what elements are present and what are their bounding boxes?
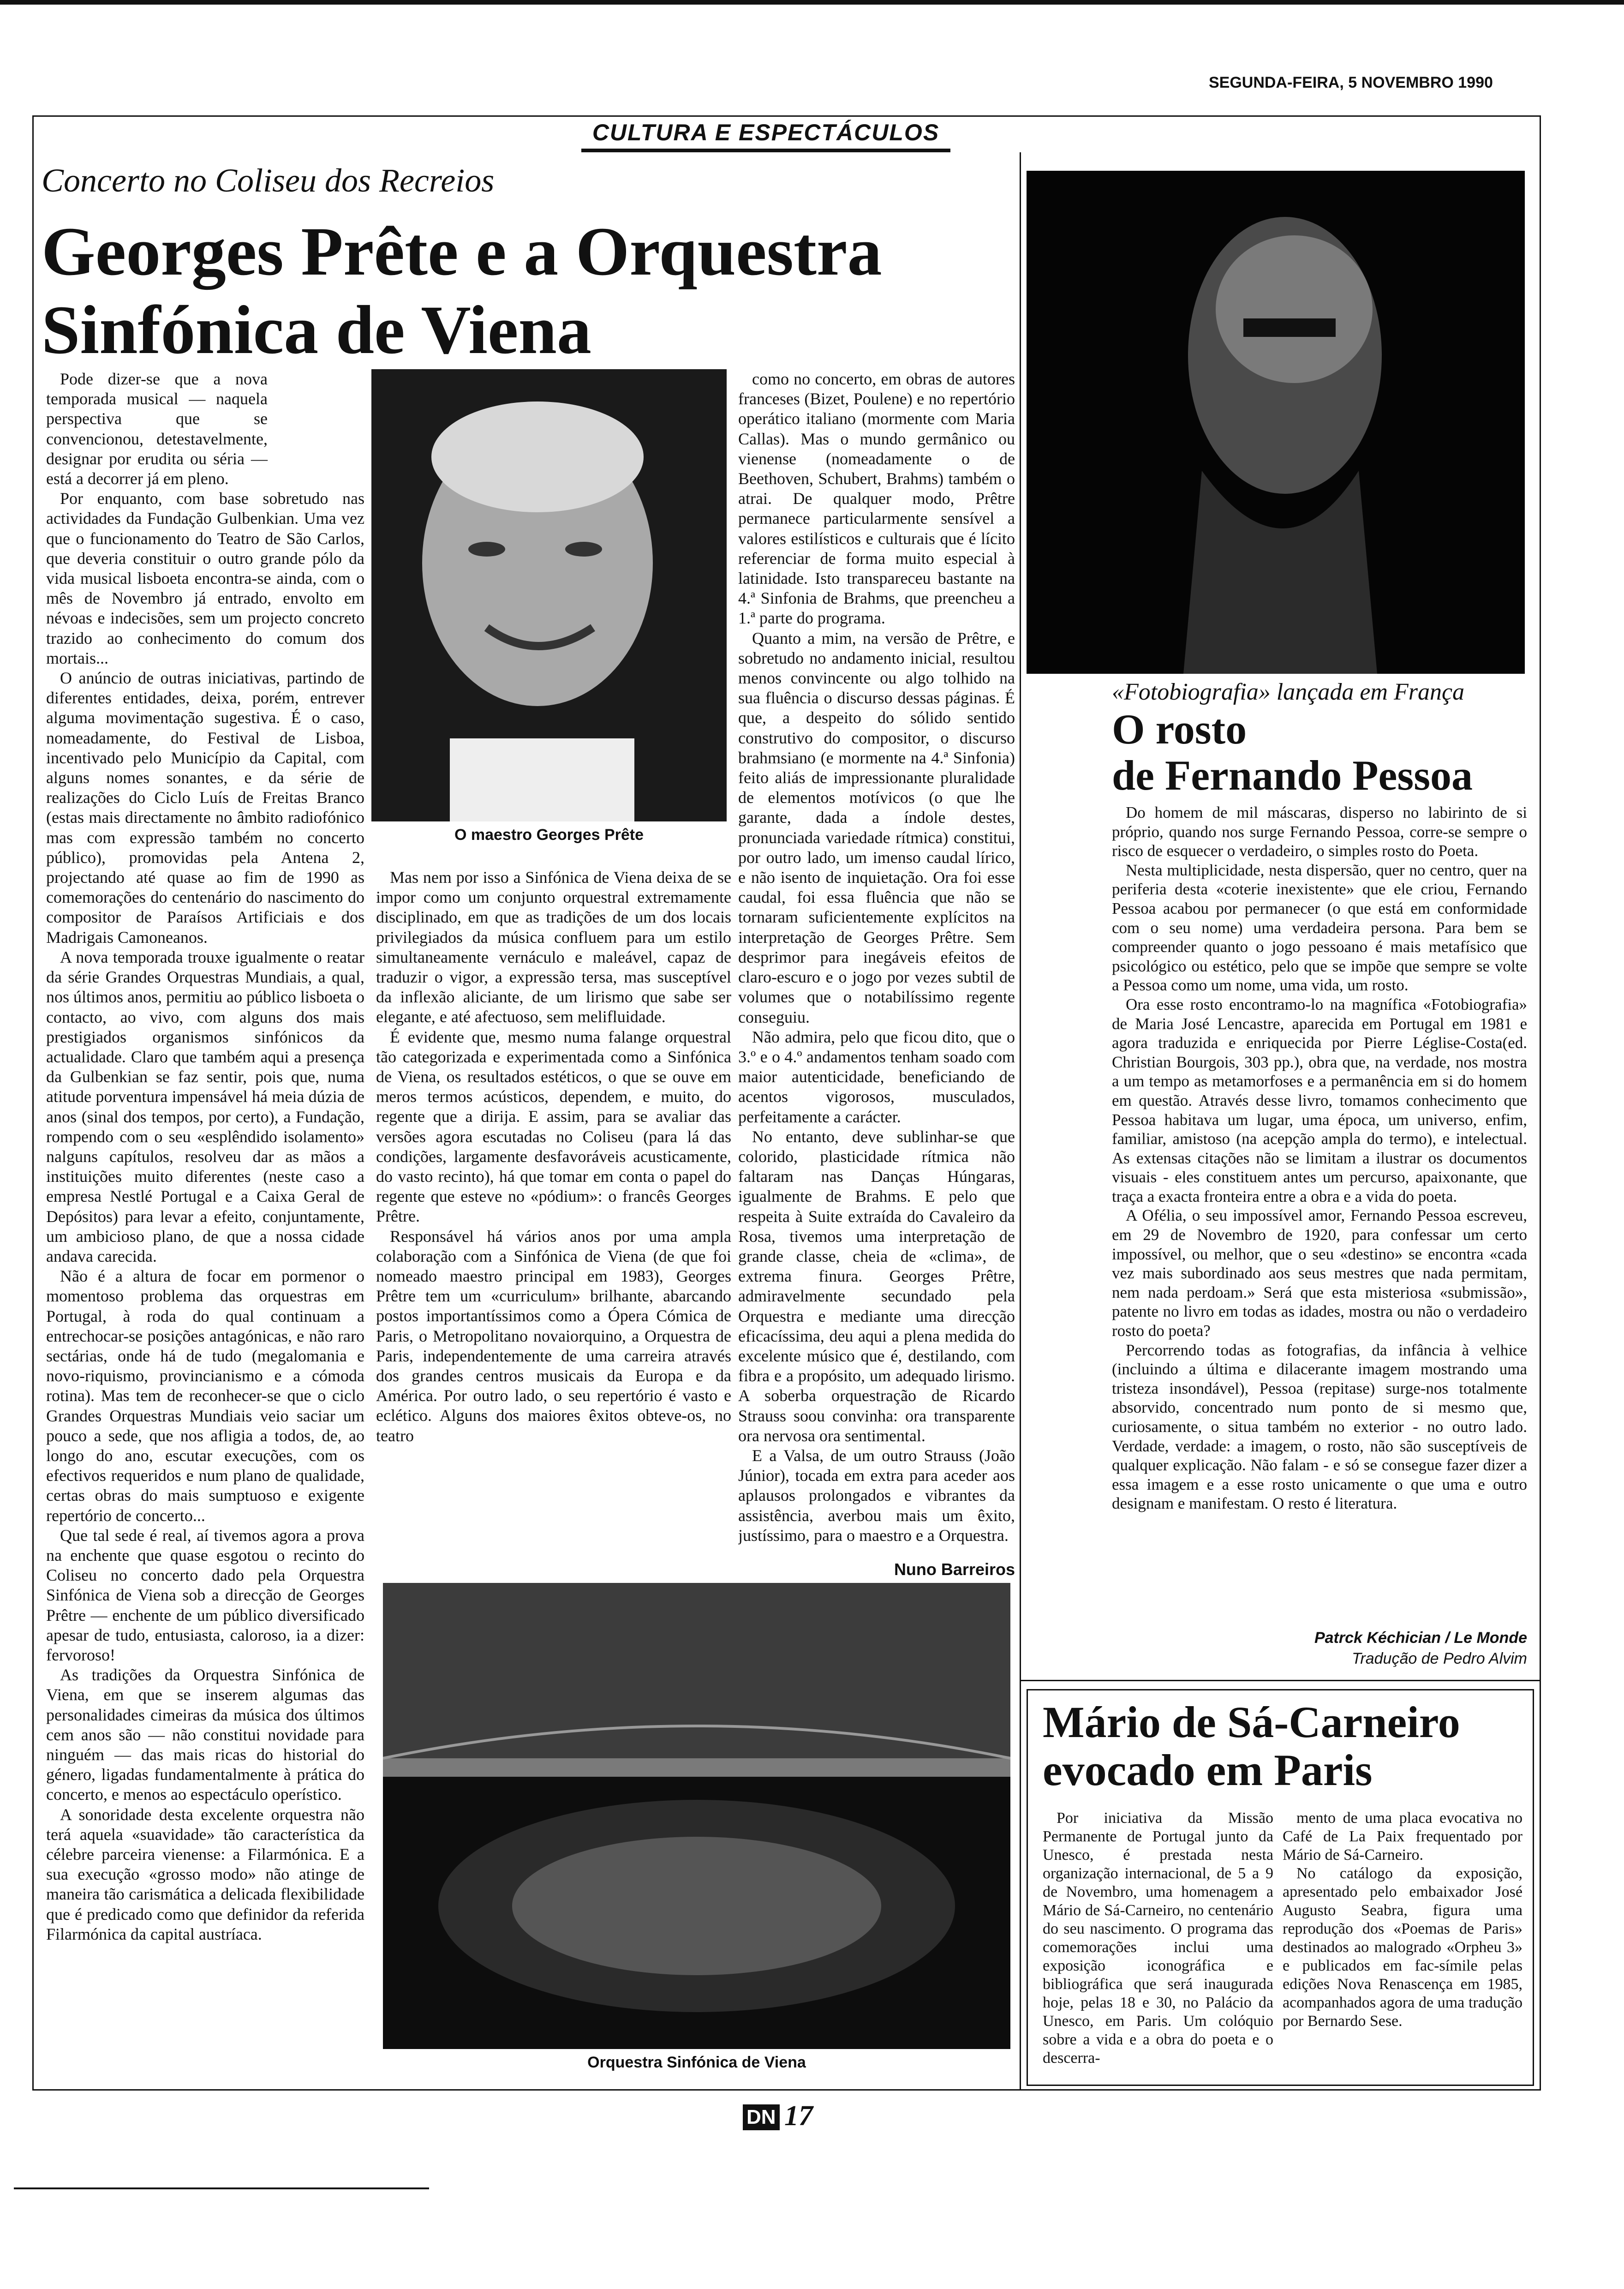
carneiro-col2-p1: mento de uma placa evocativa no Café de La Paix frequentado por Mário de Sá-Carneiro. <box>1283 1810 1522 1864</box>
main-headline-line2: Sinfónica de Viena <box>42 292 591 368</box>
main-col3-p5: E a Valsa, de um outro Strauss (João Júnior), tocada em extra para aceder aos aplausos prolongados e vibrantes da assistência, averbou mais um êxito, justíssimo, para o maestro e a Orquestra. <box>738 1446 1015 1545</box>
main-col1-p4: A nova temporada trouxe igualmente o reatar da série Grandes Orquestras Mundiais, a qual, nos últimos anos, permitiu ao público lisboeta o contacto, ao vivo, com alguns dos mais prestigiados organismos sinfónicos da actualidade. Claro que também aqui a presença da Gulbenkian se faz sentir, pois que, numa atitude porventura impensável há meia dúzia de anos (sinal dos tempos, por certo), a Fundação, rompendo com o seu «esplêndido isolamento» nalguns capítulos, resolveu dar as mãos a instituições muito diferentes (neste caso a empresa Nestlé Portugal e a Caixa Geral de Depósitos) para levar a efeito, conjuntamente, um ambicioso plano, de que a nossa cidade andava carecida. <box>46 947 364 1265</box>
main-col1-p3: O anúncio de outras iniciativas, partindo de diferentes entidades, deixa, porém, entrever alguma movimentação sugestiva. É o caso, nomeadamente, do Festival de Lisboa, incentivado pelo Município da Capital, com alguns nomes sonantes, e da série de realizações do Ciclo Luís de Freitas Branco (estas mais directamente no âmbito radiofónico mas com expressão também no concerto público), promovidas pela Antena 2, projectando até quase ao fim de 1990 as comemorações do centenário do nascimento do compositor de Paraísos Artificiais e dos Madrigais Camoneanos. <box>46 669 364 947</box>
pessoa-byline: Patrck Kéchician / Le Monde <box>1314 1629 1527 1647</box>
page-number: 17 <box>784 2100 813 2132</box>
pessoa-headline-line1: O rosto <box>1112 706 1247 753</box>
carneiro-headline-line1: Mário de Sá-Carneiro <box>1043 1697 1460 1747</box>
maestro-portrait-image <box>371 369 727 821</box>
pessoa-headline <box>1112 706 1473 798</box>
pessoa-p2: Nesta multiplicidade, nesta dispersão, quer no centro, quer na periferia desta «coterie inexistente» que ele criou, Fernando Pessoa acabou por permanecer (o que está em conformidade com o seu nome) uma verdadeira persona. Para bem se compreender quanto o jogo pessoano é mais metafísico que psicológico ou estético, pelo que se impõe que sempre se volte a Pessoa como um nome, uma vida, um rosto. <box>1112 861 1527 995</box>
pessoa-headline-line2: de Fernando Pessoa <box>1112 752 1473 799</box>
main-col2-p2: É evidente que, mesmo numa falange orquestral tão categorizada e experimentada como a Sinfónica de Viena, os resultados estéticos, o que se ouve em meros termos acústicos, dependem, e muito, do regente que a dirija. E assim, para se avaliar das versões agora escutadas no Coliseu (para lá das condições, largamente desfavoráveis acusticamente, do vasto recinto), há que tomar em conta o papel do regente que esteve no «pódium»: o francês Georges Prêtre. <box>376 1027 731 1226</box>
bottom-rule <box>14 2187 429 2189</box>
main-headline <box>42 212 882 369</box>
main-col1-p1: Pode dizer-se que a nova temporada musical — naquela perspectiva que se convencionou, detestavelmente, designar por erudita ou séria — está a decorrer já em pleno. <box>46 370 268 488</box>
pessoa-p4: A Ofélia, o seu impossível amor, Fernando Pessoa escreveu, em 29 de Novembro de 1920, para confessar um certo impossível, ou melhor, que o seu «destino» se encontra «cada vez mais subordinado aos seus mestres que nada permitam, nem nada perdoam.» Será que esta misteriosa «submissão», patente no livro em todas as idades, mostra ou não o verdadeiro rosto do poeta? <box>1112 1206 1527 1340</box>
column-divider-left <box>1020 152 1021 2091</box>
pessoa-p5: Percorrendo todas as fotografias, da infância à velhice (incluindo a última e dilacerante imagem mostrando uma tristeza insondável), Pessoa (repitase) surge-nos totalmente absorvido, concentrado num ponto de si mesmo que, curiosamente, o situa também no exterior - no outro lado. Verdade, verdade: a imagem, o rosto, não são susceptíveis de qualquer explicação. Não falam - e só se consegue fazer dizer a essa imagem e a esse rosto unicamente o que uma e outro designam e manifestam. O resto é literatura. <box>1112 1341 1527 1513</box>
pessoa-photo <box>1027 171 1525 674</box>
footer-logo <box>743 2104 780 2130</box>
carneiro-headline <box>1043 1698 1460 1794</box>
main-col1-p5: Não é a altura de focar em pormenor o momentoso problema das orquestras em Portugal, à roda do qual continuam a entrechocar-se posições antagónicas, e não raro sectárias, onde há de tudo (megalomania e novo-riquismo, provincianismo e a cómoda rotina). Mas tem de reconhecer-se que o ciclo Grandes Orquestras Mundiais veio saciar um pouco a sede, que nos afligia a todos, de, ao longo do ano, escutar execuções, com os efectivos requeridos e num plano de qualidade, certas obras do mais sumptuoso e exigente repertório de concerto... <box>46 1267 364 1525</box>
pessoa-p3: Ora esse rosto encontramo-lo na magnífica «Fotobiografia» de Maria José Lencastre, aparecida em Portugal em 1981 e agora traduzida e enriquecida por Pierre Léglise-Costa(ed. Christian Bourgois, 303 pp.), obra que, na verdade, nos mostra a um tempo as metamorfoses e a permanência em si do homem em questão. Através desse livro, tomamos conhecimento que Pessoa habitava um lugar, uma época, um universo, enfim, familiar, amistoso (na acepção ampla do termo), e intelectual. As extensas citações não se limitam a ilustrar os documentos visuais - eles constituem antes um percurso, apaixonante, que traça a exacta fronteira entre a obra e a vida do poeta. <box>1112 995 1527 1205</box>
main-kicker: Concerto no Coliseu dos Recreios <box>42 162 495 199</box>
pessoa-p1: Do homem de mil máscaras, disperso no labirinto de si próprio, quando nos surge Fernando Pessoa, corre-se sempre o risco de esquecer o verdadeiro, o simples rosto do Poeta. <box>1112 803 1527 860</box>
main-col1-p8: A sonoridade desta excelente orquestra não terá aquela «suavidade» tão característica da célebre parceira vienense: a Filarmónica. E a sua execução «grosso modo» não atinge de maneira tão carismática a delicada flexibilidade que é predicado como que definidor da referida Filarmónica da capital austríaca. <box>46 1805 364 1943</box>
main-col3-p2: Quanto a mim, na versão de Prêtre, e sobretudo no andamento inicial, resultou menos convincente ou algo tolhido na sua fluência o discurso dessas páginas. É que, a despeito do sólido sentido construtivo do compositor, o discurso brahmsiano (e mormente na 4.ª Sinfonia) feito aliás de impressionante pluralidade de elementos motívicos (o que lhe garante, dada a índole destes, pronunciada variedade rítmica) constitui, por outro lado, um imenso caudal lírico, e não isento de inquietação. Ora foi esse caudal, foi essa fluência que não se tornaram suficientemente explícitos na interpretação de Georges Prêtre. Sem desprimor para inegáveis efeitos de claro-escuro e o jogo por vezes subtil de volumes que o notabilíssimo regente conseguiu. <box>738 629 1015 1026</box>
main-col1-p2: Por enquanto, com base sobretudo nas actividades da Fundação Gulbenkian. Uma vez que o funcionamento do Teatro de São Carlos, que deveria constituir o outro grande pólo da vida musical lisboeta encontra-se ainda, com o mês de Novembro já entrado, envolto em névoas e indecisões, sem um projecto concreto trazido ao conhecimento do comum dos mortais... <box>46 489 364 667</box>
carneiro-col1 <box>1043 1809 1273 2086</box>
main-col3 <box>738 369 1015 1555</box>
maestro-caption: O maestro Georges Prête <box>454 826 644 844</box>
main-byline: Nuno Barreiros <box>894 1560 1015 1579</box>
main-col2-p3: Responsável há vários anos por uma ampla colaboração com a Sinfónica de Viena (de que foi nomeado maestro principal em 1983), Georges Prêtre tem um «curriculum» brilhante, abarcando postos importantíssimos como a Ópera Cómica de Paris, o Metropolitano novaiorquino, a Orquestra de Paris, independentemente de uma carreira através dos grandes centros musicais da Europa e da América. Por outro lado, o seu repertório é vasto e eclético. Alguns dos maiores êxitos obteve-os, no teatro <box>376 1227 731 1445</box>
orchestra-caption: Orquestra Sinfónica de Viena <box>587 2054 806 2071</box>
maestro-photo <box>371 369 727 821</box>
pessoa-body <box>1112 803 1527 1624</box>
carneiro-headline-line2: evocado em Paris <box>1043 1745 1373 1795</box>
section-label: CULTURA E ESPECTÁCULOS <box>592 120 940 145</box>
date-line: SEGUNDA-FEIRA, 5 NOVEMBRO 1990 <box>1209 74 1493 91</box>
pessoa-portrait-image <box>1027 171 1525 674</box>
carneiro-col1-p1: Por iniciativa da Missão Permanente de Portugal junto da Unesco, é prestada nesta organização internacional, de 5 a 9 de Novembro, uma homenagem a Mário de Sá-Carneiro, no centenário do seu nascimento. O programa das comemorações inclui uma exposição iconográfica e bibliográfica que será inaugurada hoje, pelas 18 e 30, no Palácio da Unesco, em Paris. Um colóquio sobre a vida e a obra do poeta e o descerra- <box>1043 1810 1273 2067</box>
pessoa-kicker: «Fotobiografia» lançada em França <box>1112 679 1465 705</box>
pessoa-box-bottom <box>1021 1680 1541 1681</box>
main-col2-p1: Mas nem por isso a Sinfónica de Viena deixa de se impor como um conjunto orquestral extremamente disciplinado, em que as tradições de um dos locais privilegiados da música confluem para um estilo simultaneamente vernáculo e maleável, capaz de traduzir o vigor, a expressão tersa, mas susceptível da inflexão aliciante, de um lirismo que sabe ser elegante, e até afectuoso, sem melifluidade. <box>376 868 731 1026</box>
main-col2 <box>376 868 731 1569</box>
pessoa-translator: Tradução de Pedro Alvim <box>1352 1650 1527 1667</box>
orchestra-photo <box>383 1583 1010 2049</box>
main-col3-p4: No entanto, deve sublinhar-se que colorido, plasticidade rítmica não faltaram nas Danças Húngaras, igualmente de Brahms. E pelo que respeita à Suite extraída do Cavaleiro da Rosa, tivemos uma interpretação de grande classe, cheia de «clima», de extrema finura. Georges Prêtre, admiravelmente secundado pela Orquestra e mediante uma direcção eficacíssima, deu aqui a plena medida do excelente músico que é, destilando, com fibra e a propósito, um adequado lirismo. A soberba orquestração de Ricardo Strauss soou convinha: ora transparente ora nervosa ora sentimental. <box>738 1127 1015 1445</box>
main-col3-p3: Não admira, pelo que ficou dito, que o 3.º e o 4.º andamentos tenham soado com maior autenticidade, beneficiando de acentos vigorosos, musculados, perfeitamente a carácter. <box>738 1027 1015 1126</box>
dn-logo-text: DN <box>746 2106 776 2128</box>
section-tag <box>581 119 950 152</box>
orchestra-concert-image <box>383 1583 1010 2049</box>
main-col1-p7: As tradições da Orquestra Sinfónica de Viena, em que se inserem algumas das personalidades cimeiras da música dos últimos cem anos são — não constitui novidade para ninguém — das mais ricas do historial do género, ligadas fundamentalmente à prática do concerto, e menos ao espectáculo operístico. <box>46 1666 364 1804</box>
top-rule <box>0 0 1624 5</box>
main-headline-line1: Georges Prête e a Orquestra <box>42 213 882 290</box>
main-col3-p1: como no concerto, em obras de autores franceses (Bizet, Poulene) e no repertório operático italiano (mormente com Maria Callas). Mas o mundo germânico ou vienense (nomeadamente o de Beethoven, Schubert, Brahms) também o atrai. De qualquer modo, Prêtre permanece particularmente sensível a valores estilísticos e culturais que é lícito referenciar de forma muito especial à latinidade. Isto transpareceu bastante na 4.ª Sinfonia de Brahms, que preencheu a 1.ª parte do programa. <box>738 370 1015 628</box>
carneiro-col2 <box>1283 1809 1522 2086</box>
main-col1-p6: Que tal sede é real, aí tivemos agora a prova na enchente que quase esgotou o recinto do Coliseu no concerto dado pela Orquestra Sinfónica de Viena sob a direcção de Georges Prêtre — enchente de um público diversificado apesar de tudo, entusiasta, caloroso, ia a dizer: fervoroso! <box>46 1526 364 1664</box>
carneiro-col2-p2: No catálogo da exposição, apresentado pelo embaixador José Augusto Seabra, figura uma reprodução dos «Poemas de Paris» destinados ao malogrado «Orpheu 3» e publicados em fac-símile pelas edições Nova Renascença em 1985, acompanhados agora de uma tradução por Bernardo Sese. <box>1283 1865 1522 2030</box>
main-col1 <box>46 369 364 2100</box>
